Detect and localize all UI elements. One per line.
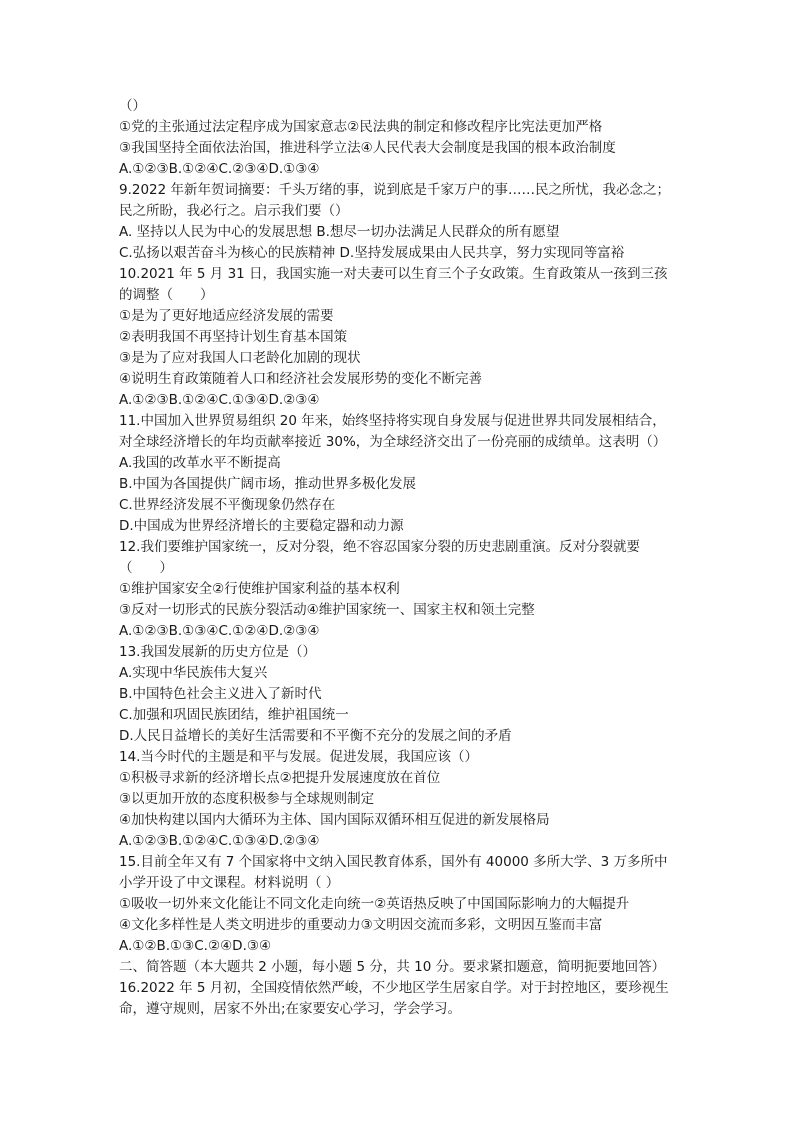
text-line: C.加强和巩固民族团结，维护祖国统一 [119, 707, 349, 723]
text-line: ①吸收一切外来文化能让不同文化走向统一②英语热反映了中国国际影响力的大幅提升 [119, 896, 630, 912]
text-line: 14.当今时代的主题是和平与发展。促进发展，我国应该（） [119, 749, 478, 765]
text-line: ②表明我国不再坚持计划生育基本国策 [119, 329, 348, 345]
text-line: ④加快构建以国内大循环为主体、国内国际双循环相互促进的新发展格局 [119, 812, 550, 828]
text-line: B.中国特色社会主义进入了新时代 [119, 686, 322, 702]
text-line: ③反对一切形式的民族分裂活动④维护国家统一、国家主权和领土完整 [119, 602, 535, 618]
text-line: ④文化多样性是人类文明进步的重要动力③文明因交流而多彩，文明因互鉴而丰富 [119, 917, 603, 933]
text-line: 命，遵守规则，居家不外出;在家要安心学习，学会学习。 [119, 1001, 462, 1017]
text-line: ③是为了应对我国人口老龄化加剧的现状 [119, 350, 361, 366]
text-line: D.人民日益增长的美好生活需要和不平衡不充分的发展之间的矛盾 [119, 728, 512, 744]
text-line: C.世界经济发展不平衡现象仍然存在 [119, 497, 336, 513]
text-line: ③以更加开放的态度积极参与全球规则制定 [119, 791, 375, 807]
text-line: 12.我们要维护国家统一，反对分裂，绝不容忍国家分裂的历史悲剧重演。反对分裂就要 [119, 539, 640, 555]
text-line: 16.2022 年 5 月初，全国疫情依然严峻，不少地区学生居家自学。对于封控地区，要珍视生 [119, 980, 669, 996]
text-line: 对全球经济增长的年均贡献率接近 30%，为全球经济交出了一份亮丽的成绩单。这表明（） [119, 434, 667, 450]
text-line: ①党的主张通过法定程序成为国家意志②民法典的制定和修改程序比宪法更加严格 [119, 119, 603, 135]
document-page [119, 96, 694, 1020]
text-line: 13.我国发展新的历史方位是（） [119, 644, 316, 660]
text-line: A.①②③B.①②④C.②③④D.①③④ [119, 161, 320, 177]
text-line: 民之所盼，我必行之。启示我们要（） [119, 203, 349, 219]
text-line: 11.中国加入世界贸易组织 20 年来，始终坚持将实现自身发展与促进世界共同发展相结合， [119, 413, 666, 429]
text-line: A.实现中华民族伟大复兴 [119, 665, 268, 681]
text-line: A.我国的改革水平不断提高 [119, 455, 281, 471]
text-line: 15.目前全年又有 7 个国家将中文纳入国民教育体系，国外有 40000 多所大学、3 万多所中 [119, 854, 668, 870]
text-line: A.①②B.①③C.②④D.③④ [119, 938, 272, 954]
text-line: （） [119, 98, 146, 114]
text-line: A.①②③B.①②④C.①③④D.②③④ [119, 392, 320, 408]
text-line: C.弘扬以艰苦奋斗为核心的民族精神 D.坚持发展成果由人民共享，努力实现同等富裕 [119, 245, 625, 261]
text-line: ①积极寻求新的经济增长点②把提升发展速度放在首位 [119, 770, 441, 786]
text-line: （ ） [119, 560, 173, 576]
text-line: A.①②③B.①③④C.①②④D.②③④ [119, 623, 320, 639]
text-line: ④说明生育政策随着人口和经济社会发展形势的变化不断完善 [119, 371, 483, 387]
text-line: ③我国坚持全面依法治国，推进科学立法④人民代表大会制度是我国的根本政治制度 [119, 140, 616, 156]
text-line: A. 坚持以人民为中心的发展思想 B.想尽一切办法满足人民群众的所有愿望 [119, 224, 560, 240]
text-line: 的调整（ ） [119, 287, 214, 303]
text-line: ①是为了更好地适应经济发展的需要 [119, 308, 334, 324]
text-line: 9.2022 年新年贺词摘要：千头万绪的事，说到底是千家万户的事……民之所忧，我必念之； [119, 182, 671, 198]
text-line: 10.2021 年 5 月 31 日，我国实施一对夫妻可以生育三个子女政策。生育政策从一孩到三孩 [119, 266, 668, 282]
text-line: A.①②③B.①②④C.①③④D.②③④ [119, 833, 320, 849]
text-line: ①维护国家安全②行使维护国家利益的基本权利 [119, 581, 400, 597]
text-line: 小学开设了中文课程。材料说明（ ） [119, 875, 340, 891]
text-line: D.中国成为世界经济增长的主要稳定器和动力源 [119, 518, 404, 534]
text-line: 二、简答题（本大题共 2 小题，每小题 5 分，共 10 分。要求紧扣题意，简明扼要地回答） [119, 959, 666, 975]
text-line: B.中国为各国提供广阔市场，推动世界多极化发展 [119, 476, 417, 492]
